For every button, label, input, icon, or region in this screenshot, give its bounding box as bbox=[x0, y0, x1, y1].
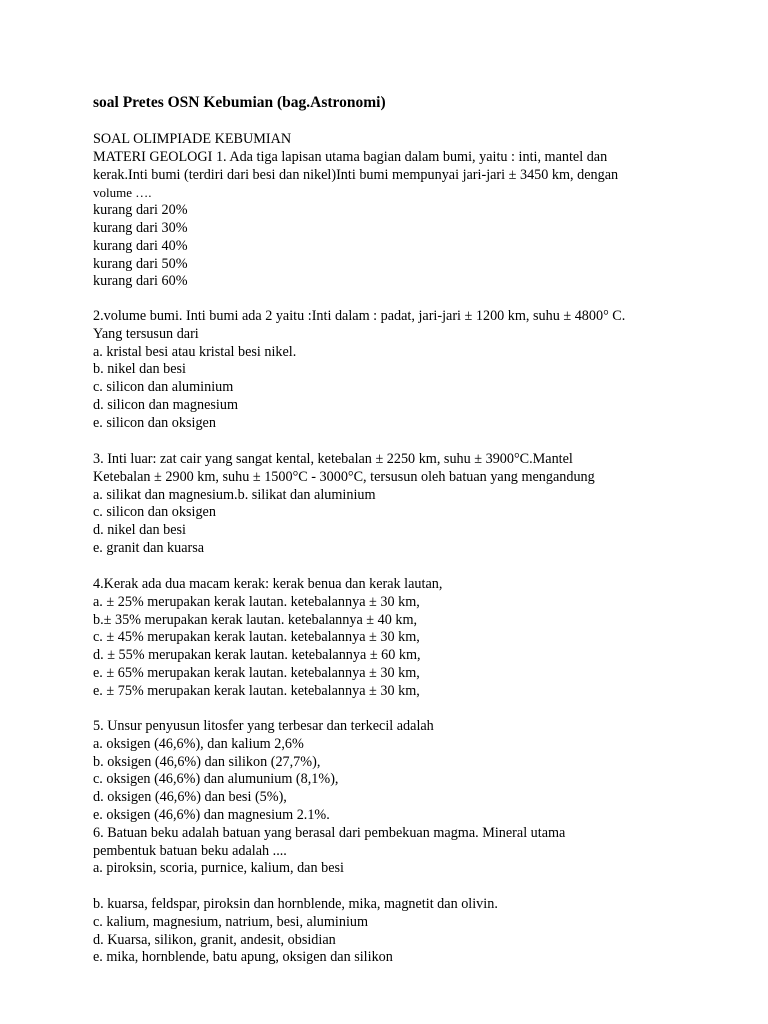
question-6-options-block bbox=[93, 896, 753, 967]
question-1-text: volume …. bbox=[93, 185, 152, 201]
question-1-text: MATERI GEOLOGI 1. Ada tiga lapisan utama bagian dalam bumi, yaitu : inti, mantel dan bbox=[93, 148, 608, 165]
question-4-text: 4.Kerak ada dua macam kerak: kerak benua dan kerak lautan, bbox=[93, 576, 443, 592]
question-2-text: Yang tersusun dari bbox=[93, 325, 199, 342]
answer-option: d. nikel dan besi bbox=[93, 522, 186, 539]
answer-option: e. mika, hornblende, batu apung, oksigen dan silikon bbox=[93, 949, 393, 966]
question-1-text: kerak.Inti bumi (terdiri dari besi dan nikel)Inti bumi mempunyai jari-jari ± 3450 km, dengan bbox=[93, 166, 619, 183]
answer-option: c. ± 45% merupakan kerak lautan. ketebalannya ± 30 km, bbox=[93, 629, 420, 646]
question-2-text: 2.volume bumi. Inti bumi ada 2 yaitu :Inti dalam : padat, jari-jari ± 1200 km, suhu ± 4800° C. bbox=[93, 308, 626, 324]
answer-option: d. Kuarsa, silikon, granit, andesit, obsidian bbox=[93, 931, 336, 948]
answer-option: a. oksigen (46,6%), dan kalium 2,6% bbox=[93, 735, 304, 752]
document-title: soal Pretes OSN Kebumian (bag.Astronomi) bbox=[93, 94, 386, 111]
answer-option: e. granit dan kuarsa bbox=[93, 539, 205, 556]
answer-option: e. silicon dan oksigen bbox=[93, 414, 216, 431]
answer-option: d. silicon dan magnesium bbox=[93, 396, 239, 413]
answer-option: a. ± 25% merupakan kerak lautan. ketebalannya ± 30 km, bbox=[93, 593, 420, 610]
answer-option: a. kristal besi atau kristal besi nikel. bbox=[93, 343, 297, 360]
answer-option: c. silicon dan aluminium bbox=[93, 379, 234, 396]
answer-option: a. piroksin, scoria, purnice, kalium, dan besi bbox=[93, 860, 344, 877]
answer-option: e. oksigen (46,6%) dan magnesium 2.1%. bbox=[93, 806, 330, 823]
question-5-text: 5. Unsur penyusun litosfer yang terbesar dan terkecil adalah bbox=[93, 718, 434, 734]
question-6-text: pembentuk batuan beku adalah .... bbox=[93, 842, 287, 859]
question-5-6-block bbox=[93, 718, 753, 878]
answer-option: b. nikel dan besi bbox=[93, 361, 186, 378]
answer-option: c. silicon dan oksigen bbox=[93, 504, 216, 521]
answer-option: c. oksigen (46,6%) dan alumunium (8,1%), bbox=[93, 771, 339, 788]
answer-option: b. kuarsa, feldspar, piroksin dan hornblende, mika, magnetit dan olivin. bbox=[93, 896, 498, 912]
answer-option: c. kalium, magnesium, natrium, besi, aluminium bbox=[93, 913, 369, 930]
question-2-block bbox=[93, 308, 753, 433]
answer-option: kurang dari 30% bbox=[93, 219, 188, 236]
question-6-text: 6. Batuan beku adalah batuan yang berasal dari pembekuan magma. Mineral utama bbox=[93, 824, 566, 841]
answer-option: kurang dari 20% bbox=[93, 202, 188, 219]
answer-option: kurang dari 50% bbox=[93, 255, 188, 272]
answer-option: d. oksigen (46,6%) dan besi (5%), bbox=[93, 789, 287, 806]
answer-option: e. ± 65% merupakan kerak lautan. ketebalannya ± 30 km, bbox=[93, 664, 420, 681]
question-3-block bbox=[93, 451, 753, 558]
question-1-block bbox=[93, 131, 753, 291]
answer-option: e. ± 75% merupakan kerak lautan. ketebalannya ± 30 km, bbox=[93, 682, 420, 699]
answer-option: kurang dari 40% bbox=[93, 237, 188, 254]
section-heading: SOAL OLIMPIADE KEBUMIAN bbox=[93, 131, 292, 147]
answer-option: b.± 35% merupakan kerak lautan. ketebalannya ± 40 km, bbox=[93, 611, 418, 628]
question-3-text: 3. Inti luar: zat cair yang sangat kental, ketebalan ± 2250 km, suhu ± 3900°C.Mantel bbox=[93, 451, 573, 467]
answer-option: a. silikat dan magnesium.b. silikat dan aluminium bbox=[93, 486, 376, 503]
question-3-text: Ketebalan ± 2900 km, suhu ± 1500°C - 3000°C, tersusun oleh batuan yang mengandung bbox=[93, 468, 595, 485]
answer-option: b. oksigen (46,6%) dan silikon (27,7%), bbox=[93, 753, 321, 770]
answer-option: kurang dari 60% bbox=[93, 273, 188, 290]
answer-option: d. ± 55% merupakan kerak lautan. ketebalannya ± 60 km, bbox=[93, 647, 421, 664]
question-4-block bbox=[93, 576, 753, 701]
